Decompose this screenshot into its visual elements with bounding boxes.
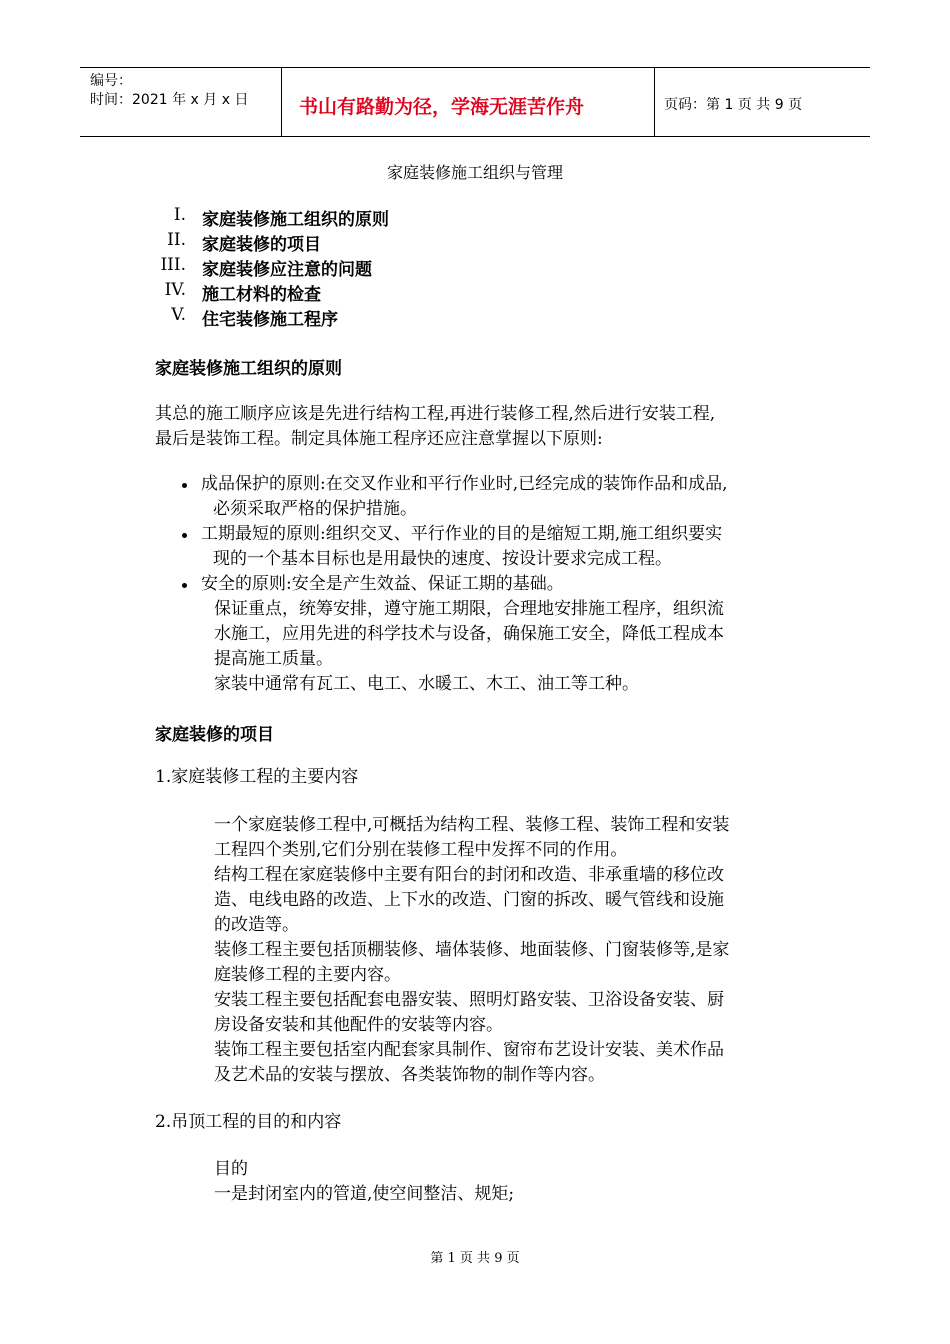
paragraph-line: 保证重点，统筹安排，遵守施工期限，合理地安排施工程序，组织流: [214, 599, 724, 619]
header-table: [80, 67, 870, 137]
paragraph-line: 目的: [214, 1159, 248, 1179]
document-title: 家庭装修施工组织与管理: [386, 163, 563, 182]
toc-number: IV.: [164, 280, 186, 300]
paragraph-line: 房设备安装和其他配件的安装等内容。: [214, 1015, 503, 1035]
toc-item: [150, 230, 650, 255]
section-heading: 家庭装修施工组织的原则: [155, 359, 342, 379]
paragraph-line: 的改造等。: [214, 915, 299, 935]
page-code-text: 页码：第 1 页 共 9 页: [664, 97, 803, 113]
subsection-heading: [155, 765, 358, 790]
paragraph-line: 家装中通常有瓦工、电工、水暖工、木工、油工等工种。: [214, 674, 639, 694]
toc-text: 施工材料的检查: [202, 285, 321, 305]
paragraph-line: 装饰工程主要包括室内配套家具制作、窗帘布艺设计安装、美术作品: [214, 1040, 724, 1060]
toc-number: V.: [171, 305, 186, 325]
paragraph-line: 装修工程主要包括顶棚装修、墙体装修、地面装修、门窗装修等,是家: [214, 940, 730, 960]
toc-item: [150, 305, 650, 330]
subsection2-body: [214, 1157, 514, 1207]
toc-text: 家庭装修的项目: [202, 235, 321, 255]
paragraph-line: 提高施工质量。: [214, 649, 333, 669]
paragraph-line: 水施工，应用先进的科学技术与设备，确保施工安全，降低工程成本: [214, 624, 724, 644]
list-item-line: 安全的原则:安全是产生效益、保证工期的基础。: [201, 574, 564, 594]
paragraph-line: 庭装修工程的主要内容。: [214, 965, 401, 985]
subsection1-body: [214, 813, 729, 1088]
toc-item: [150, 255, 650, 280]
paragraph-line: 造、电线电路的改造、上下水的改造、门窗的拆改、暖气管线和设施: [214, 890, 724, 910]
doc-number-label: 编号：: [90, 73, 132, 89]
section1-extra: [214, 597, 724, 697]
list-item-line: 成品保护的原则:在交叉作业和平行作业时,已经完成的装饰作品和成品,: [201, 474, 728, 494]
section-heading: 家庭装修的项目: [155, 725, 274, 745]
toc-number: III.: [160, 255, 186, 275]
toc-text: 家庭装修应注意的问题: [202, 260, 372, 280]
list-item: [180, 522, 820, 572]
toc-text: 家庭装修施工组织的原则: [202, 210, 389, 230]
subsection-title: 1.家庭装修工程的主要内容: [155, 767, 359, 787]
paragraph-line: 安装工程主要包括配套电器安装、照明灯路安装、卫浴设备安装、厨: [214, 990, 724, 1010]
paragraph-line: 一是封闭室内的管道,使空间整洁、规矩;: [214, 1184, 515, 1204]
list-item-line: 必须采取严格的保护措施。: [213, 499, 417, 519]
toc-item: [150, 280, 650, 305]
doc-date-label: 时间：2021 年 x 月 x 日: [90, 92, 249, 108]
toc-text: 住宅装修施工程序: [202, 310, 338, 330]
subsection-title: 2.吊顶工程的目的和内容: [155, 1112, 342, 1132]
section1-intro: [155, 402, 715, 452]
paragraph-line: 工程四个类别,它们分别在装修工程中发挥不同的作用。: [214, 840, 628, 860]
paragraph-line: 结构工程在家庭装修中主要有阳台的封闭和改造、非承重墙的移位改: [214, 865, 724, 885]
motto-text: 书山有路勤为径，学海无涯苦作舟: [299, 96, 585, 118]
page-footer: 第 1 页 共 9 页: [430, 1251, 520, 1266]
subsection-heading: [155, 1110, 341, 1135]
paragraph-line: 最后是装饰工程。制定具体施工程序还应注意掌握以下原则:: [155, 429, 603, 449]
list-item: [180, 472, 820, 522]
list-item-line: 现的一个基本目标也是用最快的速度、按设计要求完成工程。: [213, 549, 672, 569]
list-item: [180, 572, 820, 597]
paragraph-line: 其总的施工顺序应该是先进行结构工程,再进行装修工程,然后进行安装工程,: [155, 404, 716, 424]
header-page-cell: [655, 68, 870, 136]
principles-list: [180, 472, 820, 597]
paragraph-line: 及艺术品的安装与摆放、各类装饰物的制作等内容。: [214, 1065, 605, 1085]
header-info-cell: [80, 68, 281, 136]
toc-item: [150, 205, 650, 230]
table-of-contents: [150, 205, 650, 330]
header-motto-cell: [281, 68, 655, 136]
toc-number: II.: [167, 230, 186, 250]
paragraph-line: 一个家庭装修工程中,可概括为结构工程、装修工程、装饰工程和安装: [214, 815, 730, 835]
list-item-line: 工期最短的原则:组织交叉、平行作业的目的是缩短工期,施工组织要实: [201, 524, 723, 544]
toc-number: I.: [173, 205, 186, 225]
